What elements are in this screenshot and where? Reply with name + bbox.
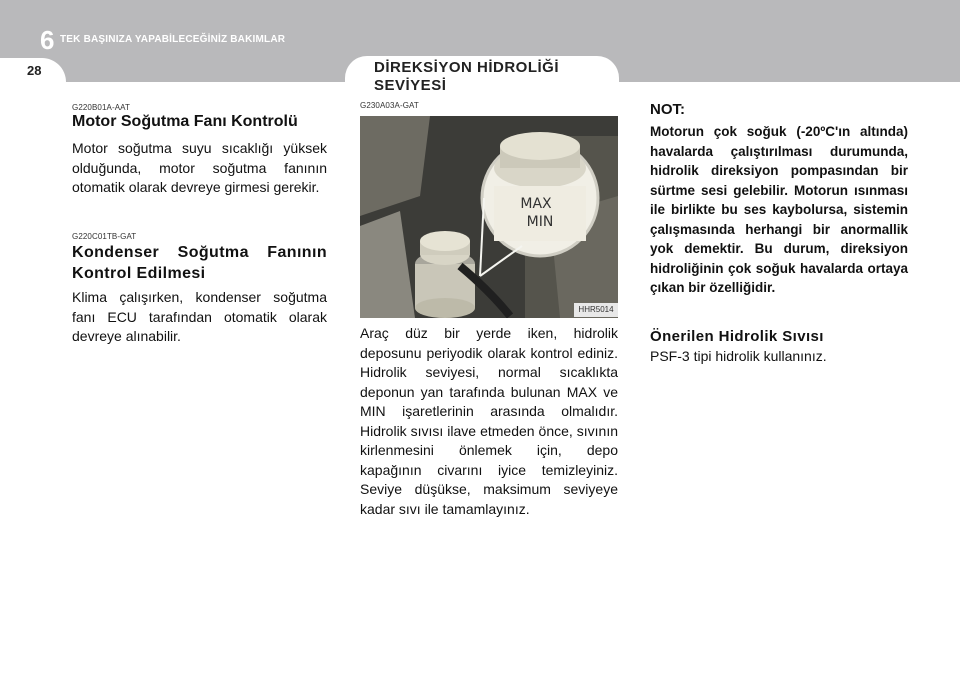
chapter-title: TEK BAŞINIZA YAPABİLECEĞİNİZ BAKIMLAR (60, 34, 286, 45)
fan-check-body: Motor soğutma suyu sıcaklığı yüksek olduğunda, motor soğutma fanının otomatik olarak devreye girmesi gerekir. (72, 140, 327, 195)
reservoir-illustration (360, 116, 618, 318)
section-title: DİREKSİYON HİDROLİĞİ SEVİYESİ (374, 59, 560, 94)
fan-check-heading: Motor Soğutma Fanı Kontrolü (72, 113, 298, 130)
note-body: Motorun çok soğuk (-20ºC'ın altında) havalarda çalıştırılması durumunda, hidrolik direksiyon pompasından bir sürtme sesi gelebilir. Motorun ısınması ile birlikte bu ses kaybolursa, sistemin çalışmasında herhangi bir anormallik yok demektir. Bu durum, direksiyon hidroliğinin çok soğuk havalarda ortaya çıkan bir özelliğidir. (650, 124, 908, 295)
max-mark: MAX (520, 196, 552, 212)
chapter-number: 6 (40, 25, 55, 55)
reservoir-code: G230A03A-GAT (360, 101, 419, 110)
reservoir-body: Araç düz bir yerde iken, hidrolik deposunu periyodik olarak kontrol ediniz. Hidrolik seviyesi, normal sıcaklıkta deponun yan tarafında bulunan MAX ve MIN işaretlerinin arasında olmalıdır. Hidrolik sıvısı ilave etmeden önce, sıvının kirlenmesini önlemek için, depo kapağının civarını iyice temizleyiniz. Seviye düşükse, maksimum seviyeye kadar sıvı ile tamamlayınız. (360, 325, 618, 517)
photo-label: HHR5014 (574, 303, 618, 317)
fan-check-code: G220B01A-AAT (72, 103, 130, 112)
condenser-body: Klima çalışırken, kondenser soğutma fanı ECU tarafından otomatik olarak devreye alınabilir. (72, 289, 327, 344)
reservoir-photo (360, 116, 618, 318)
note-title: NOT: (650, 101, 685, 118)
min-mark: MIN (526, 214, 554, 230)
page-number: 28 (27, 63, 42, 78)
fluid-heading: Önerilen Hidrolik Sıvısı (650, 328, 824, 345)
condenser-code: G220C01TB-GAT (72, 232, 137, 241)
fluid-body: PSF-3 tipi hidrolik kullanınız. (650, 348, 827, 364)
condenser-heading: Kondenser Soğutma Fanının Kontrol Edilmesi (72, 244, 327, 282)
